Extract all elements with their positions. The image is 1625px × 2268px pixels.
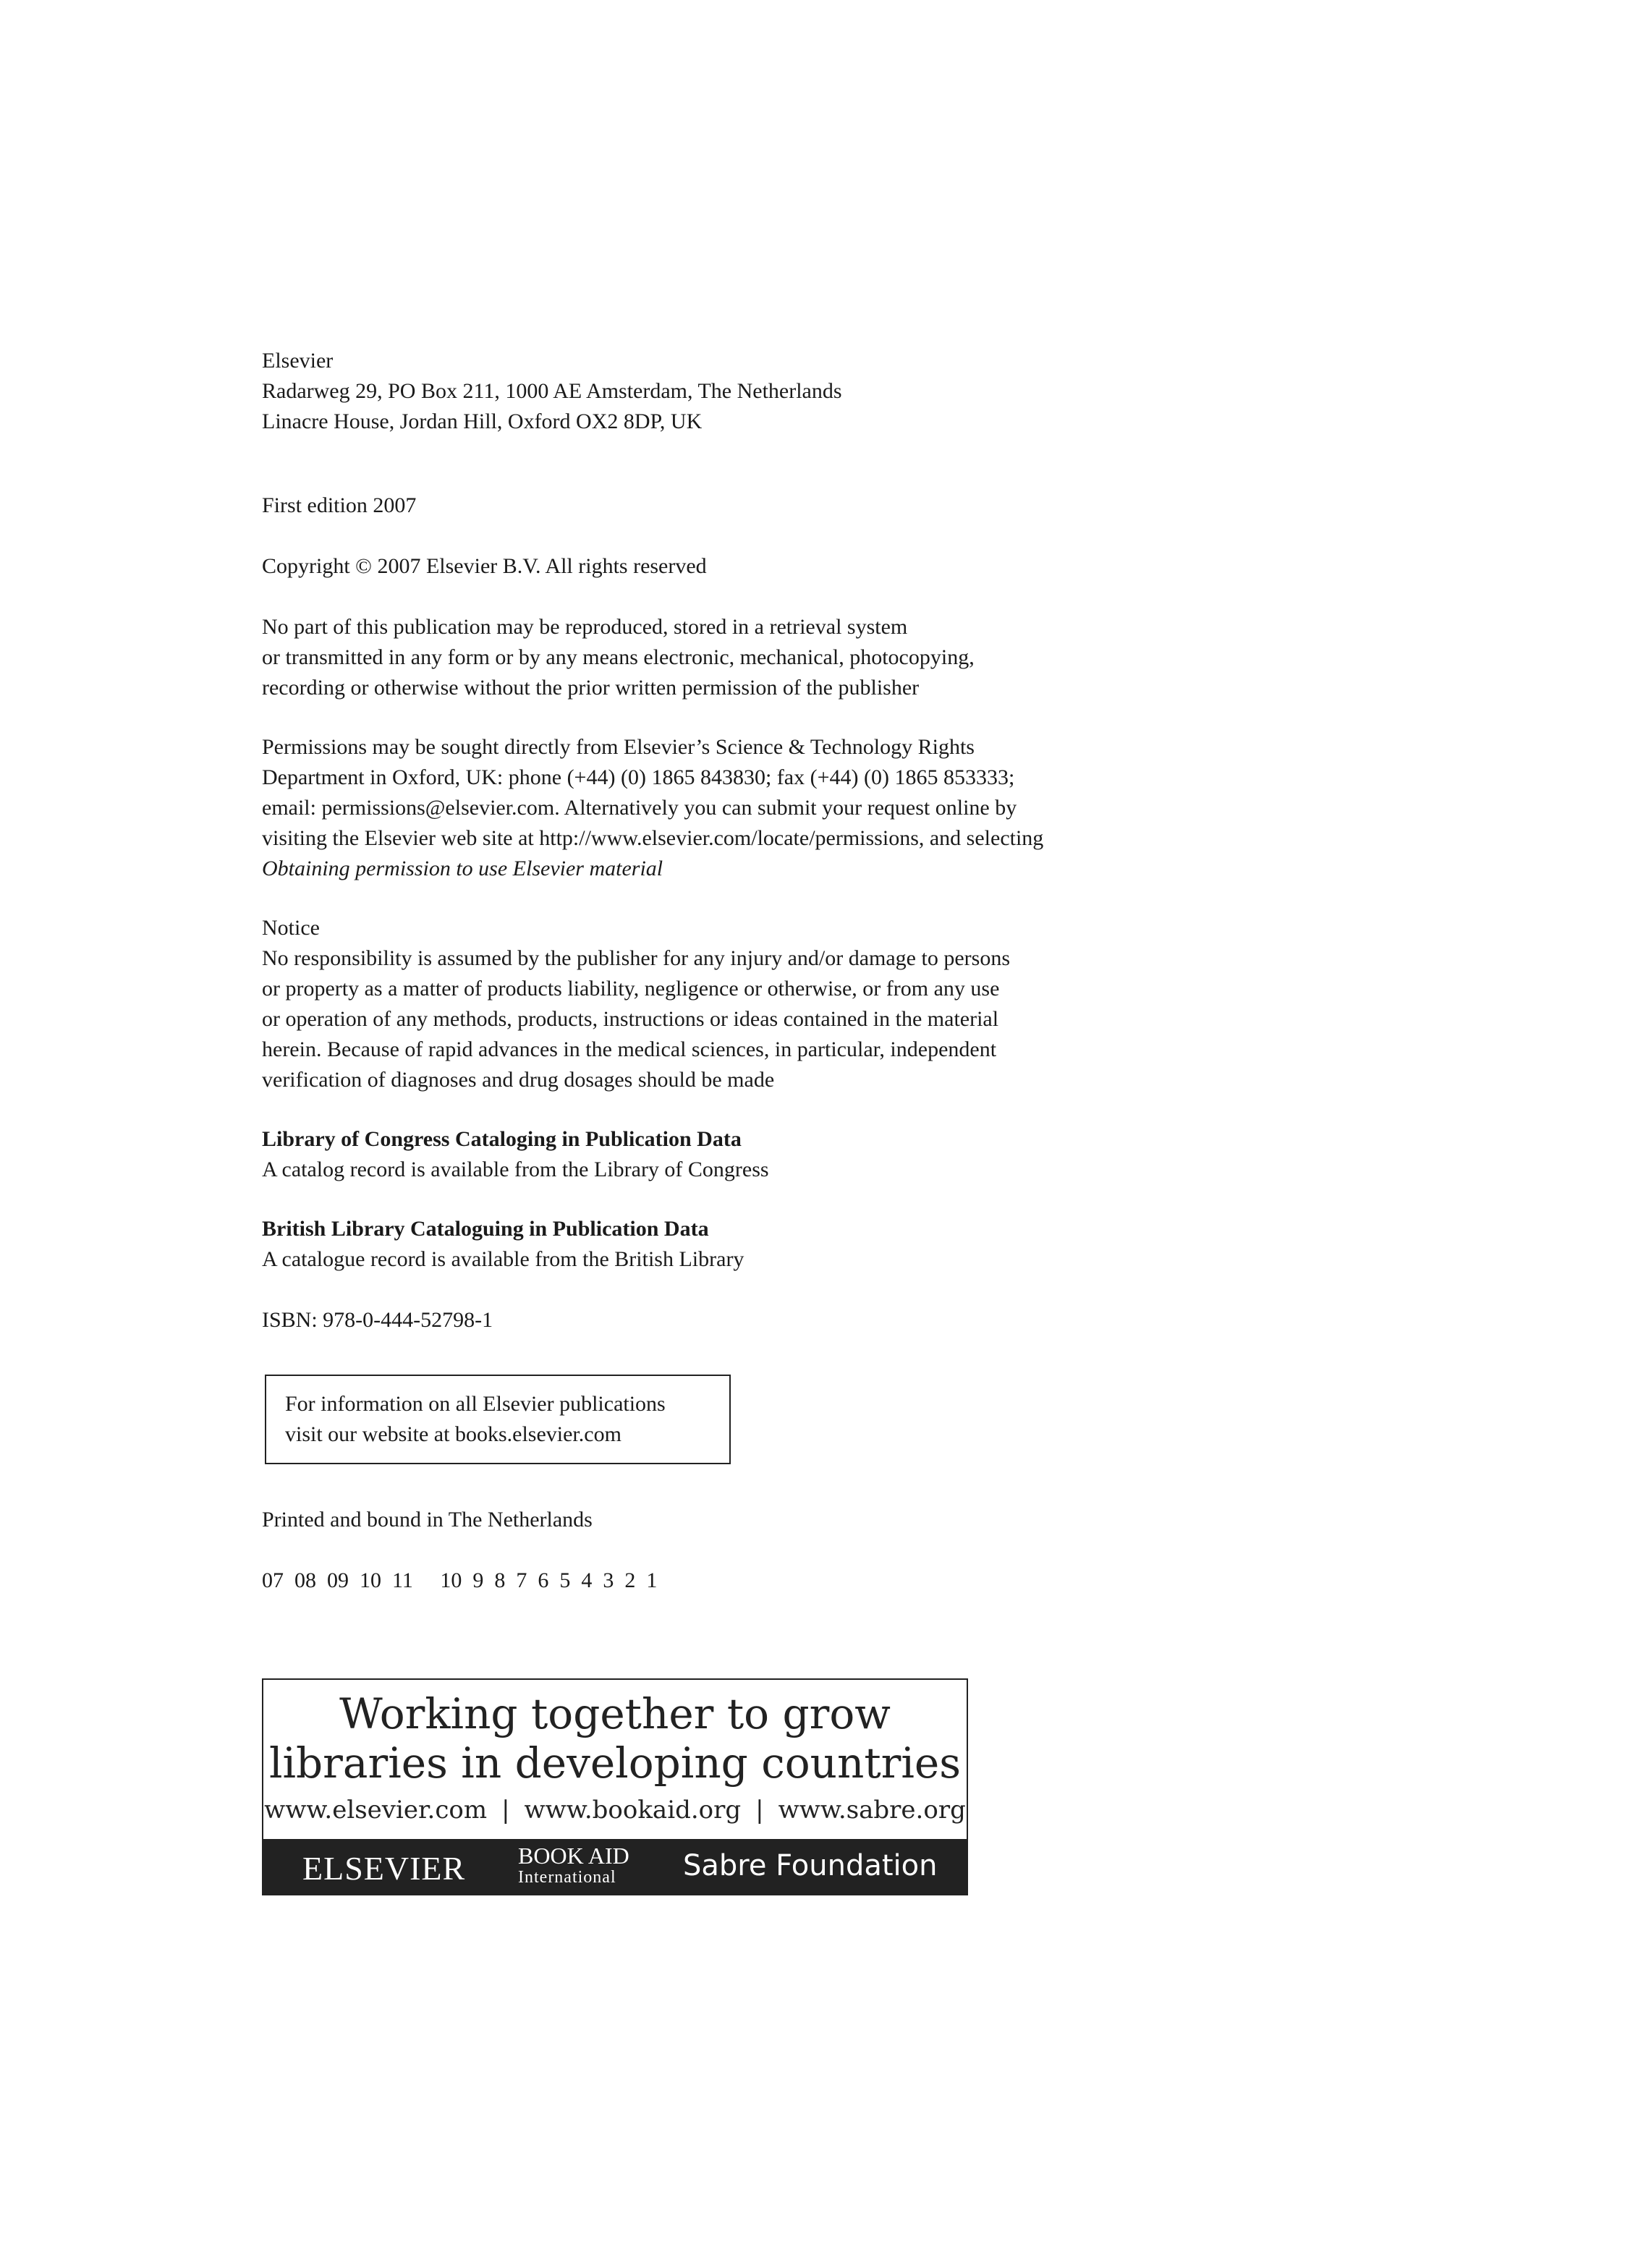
permissions-paragraph: [262, 732, 1043, 884]
bookaid-logo-title: BOOK AID: [518, 1843, 629, 1869]
loc-text: A catalog record is available from the Library of Congress: [262, 1158, 769, 1181]
info-box: [265, 1375, 731, 1464]
print-run-line: 07 08 09 10 11 10 9 8 7 6 5 4 3 2 1: [262, 1568, 658, 1592]
bookaid-logo-subtitle: International: [518, 1868, 616, 1887]
notice-line: No responsibility is assumed by the publisher for any injury and/or damage to persons: [262, 946, 1010, 970]
notice-line: or property as a matter of products liability, negligence or otherwise, or from any use: [262, 977, 1000, 1001]
notice-heading: Notice: [262, 916, 320, 940]
banner-links: [263, 1796, 967, 1825]
publisher-address-amsterdam: Radarweg 29, PO Box 211, 1000 AE Amsterdam, The Netherlands: [262, 379, 842, 403]
banner-logo-bar: [263, 1839, 967, 1894]
publisher-block: [262, 346, 842, 437]
link-elsevier: www.elsevier.com: [264, 1796, 488, 1825]
notice-line: or operation of any methods, products, instructions or ideas contained in the material: [262, 1007, 999, 1031]
rights-line: No part of this publication may be reproduced, stored in a retrieval system: [262, 615, 908, 639]
elsevier-logo: ELSEVIER: [302, 1850, 466, 1887]
permissions-line: Permissions may be sought directly from Elsevier’s Science & Technology Rights: [262, 735, 975, 759]
loc-heading: Library of Congress Cataloging in Publication Data: [262, 1127, 742, 1151]
banner-headline: libraries in developing countries: [268, 1738, 962, 1788]
bl-text: A catalogue record is available from the British Library: [262, 1247, 744, 1271]
rights-line: or transmitted in any form or by any means electronic, mechanical, photocopying,: [262, 645, 975, 669]
permissions-line: visiting the Elsevier web site at http://www.elsevier.com/locate/permissions, and selecting: [262, 826, 1044, 850]
permissions-italic-line: Obtaining permission to use Elsevier material: [262, 857, 663, 880]
notice-line: herein. Because of rapid advances in the medical sciences, in particular, independent: [262, 1037, 997, 1061]
printed-line: Printed and bound in The Netherlands: [262, 1508, 593, 1532]
info-box-line: For information on all Elsevier publications: [285, 1392, 666, 1416]
book-aid-banner: [262, 1678, 968, 1895]
info-box-line: visit our website at books.elsevier.com: [285, 1422, 621, 1446]
notice-block: [262, 913, 1010, 1095]
rights-paragraph: [262, 612, 975, 703]
link-sabre: www.sabre.org: [778, 1796, 966, 1825]
copyright-line: Copyright © 2007 Elsevier B.V. All rights reserved: [262, 554, 707, 578]
link-bookaid: www.bookaid.org: [524, 1796, 742, 1825]
bookaid-logo: [518, 1843, 629, 1887]
permissions-line: email: permissions@elsevier.com. Alternatively you can submit your request online by: [262, 796, 1017, 820]
rights-line: recording or otherwise without the prior written permission of the publisher: [262, 676, 920, 700]
notice-line: verification of diagnoses and drug dosages should be made: [262, 1068, 775, 1092]
loc-block: [262, 1124, 769, 1185]
bl-heading: British Library Cataloguing in Publication Data: [262, 1217, 709, 1241]
banner-headline: Working together to grow: [339, 1689, 891, 1738]
sabre-logo: Sabre Foundation: [683, 1849, 938, 1882]
isbn-line: ISBN: 978-0-444-52798-1: [262, 1308, 493, 1332]
separator: |: [755, 1796, 764, 1825]
bl-block: [262, 1214, 744, 1275]
separator: |: [501, 1796, 510, 1825]
permissions-line: Department in Oxford, UK: phone (+44) (0) 1865 843830; fax (+44) (0) 1865 853333;: [262, 765, 1015, 789]
publisher-address-oxford: Linacre House, Jordan Hill, Oxford OX2 8DP, UK: [262, 409, 703, 433]
edition-line: First edition 2007: [262, 493, 417, 517]
publisher-name: Elsevier: [262, 349, 334, 373]
